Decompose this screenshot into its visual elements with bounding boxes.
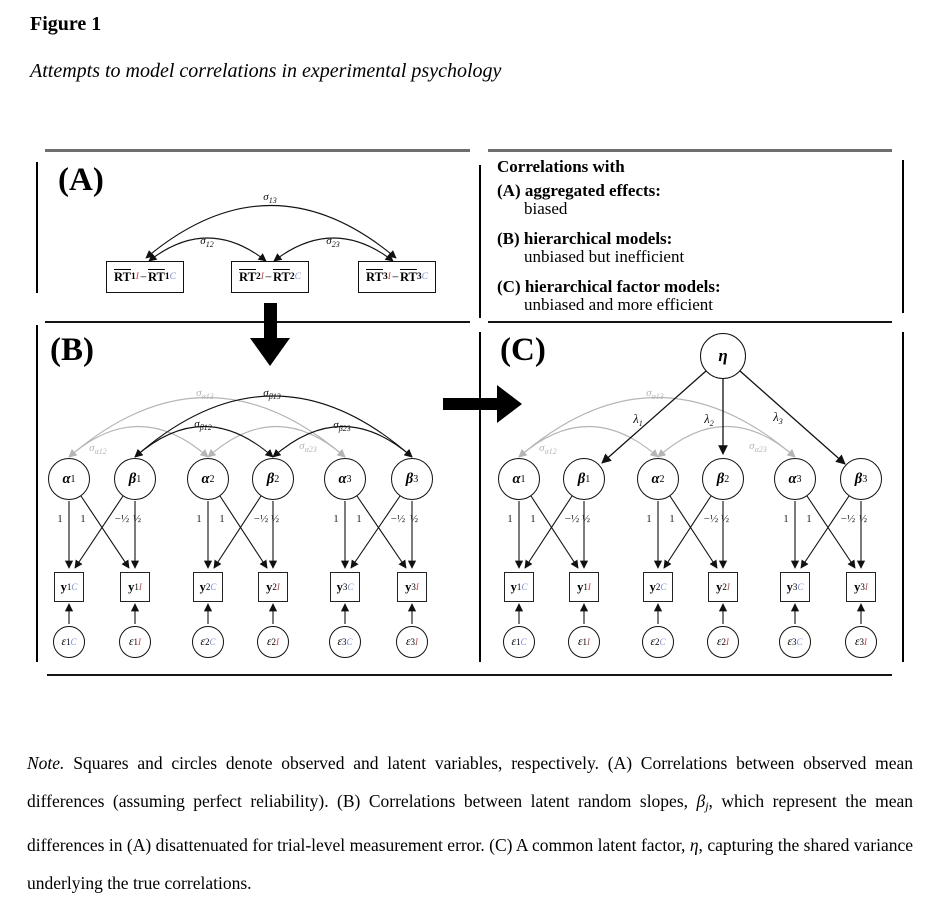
observed-y2C-square-c: y 2C (643, 572, 673, 602)
error-ε2C-circle-b: ε 2C (192, 626, 224, 658)
loading-label: −½ (114, 513, 130, 525)
legend-item-c (497, 278, 897, 315)
loading-label: 1 (219, 513, 225, 525)
loading-label: 1 (806, 513, 812, 525)
latent-α1-circle-c: α 1 (498, 458, 540, 500)
panel-a-label: (A) (58, 162, 104, 198)
observed-y1I-square-b: y 1I (120, 572, 150, 602)
error-ε3C-circle-b: ε 3C (329, 626, 361, 658)
loading-label: −½ (703, 513, 719, 525)
sigma-beta12-label: $\sigma_{\beta 12}$ (194, 418, 212, 432)
figure-note: Note. Squares and circles denote observed and latent variables, respectively. (A) Correlations between observed mean differences (assuming perfect reliability). (B) Correlations between latent random slopes, βj, which represent the mean differences in (A) disattenuated for trial-level measurement error. (C) A common latent factor, η, capturing the shared variance underlying the true correlations. (27, 752, 913, 894)
observed-y2C-square-b: y 2C (193, 572, 223, 602)
observed-y2I-square-b: y 2I (258, 572, 288, 602)
loading-label: 1 (530, 513, 536, 525)
loading-label: 1 (57, 513, 63, 525)
figure-number: Figure 1 (30, 13, 102, 35)
latent-β1-circle-c: β 1 (563, 458, 605, 500)
observed-y1C-square-b: y 1C (54, 572, 84, 602)
sigma-alpha13-label-c: $\sigma_{\alpha 13}$ (646, 387, 664, 401)
figure-canvas (0, 140, 939, 710)
loading-label: 1 (669, 513, 675, 525)
legend-item-a (497, 182, 897, 219)
latent-α1-circle-b: α 1 (48, 458, 90, 500)
error-ε1I-circle-c: ε 1I (568, 626, 600, 658)
observed-y1I-square-c: y 1I (569, 572, 599, 602)
legend-item-b-desc: unbiased but inefficient (524, 247, 685, 266)
right-arrow-shaft (443, 398, 498, 410)
loading-label: 1 (507, 513, 513, 525)
right-arrow-head (497, 385, 522, 423)
loading-label: 1 (333, 513, 339, 525)
loading-label: −½ (840, 513, 856, 525)
loading-label: −½ (564, 513, 580, 525)
rt-diff-box-3: $\overline{RT}$ 3I − $\overline{RT}$ 3C (358, 261, 436, 293)
legend-title: Correlations with (497, 157, 625, 176)
rt-diff-box-2: $\overline{RT}$ 2I − $\overline{RT}$ 2C (231, 261, 309, 293)
sigma-alpha12-label-b: $\sigma_{\alpha 12}$ (89, 442, 107, 456)
error-ε1C-circle-c: ε 1C (503, 626, 535, 658)
panel-c-label: (C) (500, 332, 546, 368)
legend-block (497, 158, 897, 326)
lambda3-label: $\lambda_3$ (773, 410, 783, 426)
legend-item-c-head: (C) hierarchical factor models: (497, 276, 721, 296)
sigma-beta23-label: $\sigma_{\beta 23}$ (333, 419, 351, 433)
error-ε1C-circle-b: ε 1C (53, 626, 85, 658)
loading-label: 1 (356, 513, 362, 525)
loading-label: 1 (196, 513, 202, 525)
sigma-alpha13-label-b: $\sigma_{\alpha 13}$ (196, 387, 214, 401)
loading-label: ½ (409, 513, 419, 525)
loading-label: ½ (720, 513, 730, 525)
latent-β2-circle-c: β 2 (702, 458, 744, 500)
loading-label: −½ (253, 513, 269, 525)
error-ε3I-circle-b: ε 3I (396, 626, 428, 658)
loading-label: ½ (270, 513, 280, 525)
error-ε3I-circle-c: ε 3I (845, 626, 877, 658)
note-label: Note. (27, 752, 65, 773)
legend-item-b (497, 230, 897, 267)
error-ε1I-circle-b: ε 1I (119, 626, 151, 658)
loading-label: ½ (581, 513, 591, 525)
rt-diff-box-1: $\overline{RT}$ 1I − $\overline{RT}$ 1C (106, 261, 184, 293)
observed-y3C-square-b: y 3C (330, 572, 360, 602)
lambda1-label: $\lambda_1$ (633, 412, 643, 428)
legend-item-b-head: (B) hierarchical models: (497, 228, 673, 248)
latent-β2-circle-b: β 2 (252, 458, 294, 500)
panel-b-label: (B) (50, 332, 94, 368)
observed-y3C-square-c: y 3C (780, 572, 810, 602)
observed-y1C-square-c: y 1C (504, 572, 534, 602)
observed-y3I-square-c: y 3I (846, 572, 876, 602)
loading-label: ½ (132, 513, 142, 525)
latent-α2-circle-b: α 2 (187, 458, 229, 500)
observed-y3I-square-b: y 3I (397, 572, 427, 602)
error-ε2I-circle-b: ε 2I (257, 626, 289, 658)
observed-y2I-square-c: y 2I (708, 572, 738, 602)
sigma23-label: $\sigma_{23}$ (326, 235, 340, 249)
sigma-beta13-label: $\sigma_{\beta 13}$ (263, 387, 281, 401)
sigma12-label: $\sigma_{12}$ (200, 235, 214, 249)
legend-item-a-head: (A) aggregated effects: (497, 180, 661, 200)
loading-label: 1 (783, 513, 789, 525)
figure-title: Attempts to model correlations in experimental psychology (30, 60, 502, 82)
sigma-alpha23-label-b: $\sigma_{\alpha 23}$ (299, 440, 317, 454)
loading-label: 1 (80, 513, 86, 525)
latent-β3-circle-c: β 3 (840, 458, 882, 500)
sigma-alpha23-label-c: $\sigma_{\alpha 23}$ (749, 440, 767, 454)
legend-item-a-desc: biased (524, 199, 568, 218)
latent-factor-eta: η (700, 333, 746, 379)
latent-α3-circle-b: α 3 (324, 458, 366, 500)
error-ε2C-circle-c: ε 2C (642, 626, 674, 658)
lambda2-label: $\lambda_2$ (704, 412, 714, 428)
latent-β3-circle-b: β 3 (391, 458, 433, 500)
loading-label: −½ (390, 513, 406, 525)
error-ε3C-circle-c: ε 3C (779, 626, 811, 658)
down-arrow-head (250, 338, 290, 366)
latent-α3-circle-c: α 3 (774, 458, 816, 500)
sigma13-label: $\sigma_{13}$ (263, 191, 277, 205)
sigma-alpha12-label-c: $\sigma_{\alpha 12}$ (539, 442, 557, 456)
loading-label: ½ (858, 513, 868, 525)
error-ε2I-circle-c: ε 2I (707, 626, 739, 658)
latent-α2-circle-c: α 2 (637, 458, 679, 500)
down-arrow-shaft (264, 303, 277, 339)
legend-item-c-desc: unbiased and more efficient (524, 295, 713, 314)
latent-β1-circle-b: β 1 (114, 458, 156, 500)
loading-label: 1 (646, 513, 652, 525)
